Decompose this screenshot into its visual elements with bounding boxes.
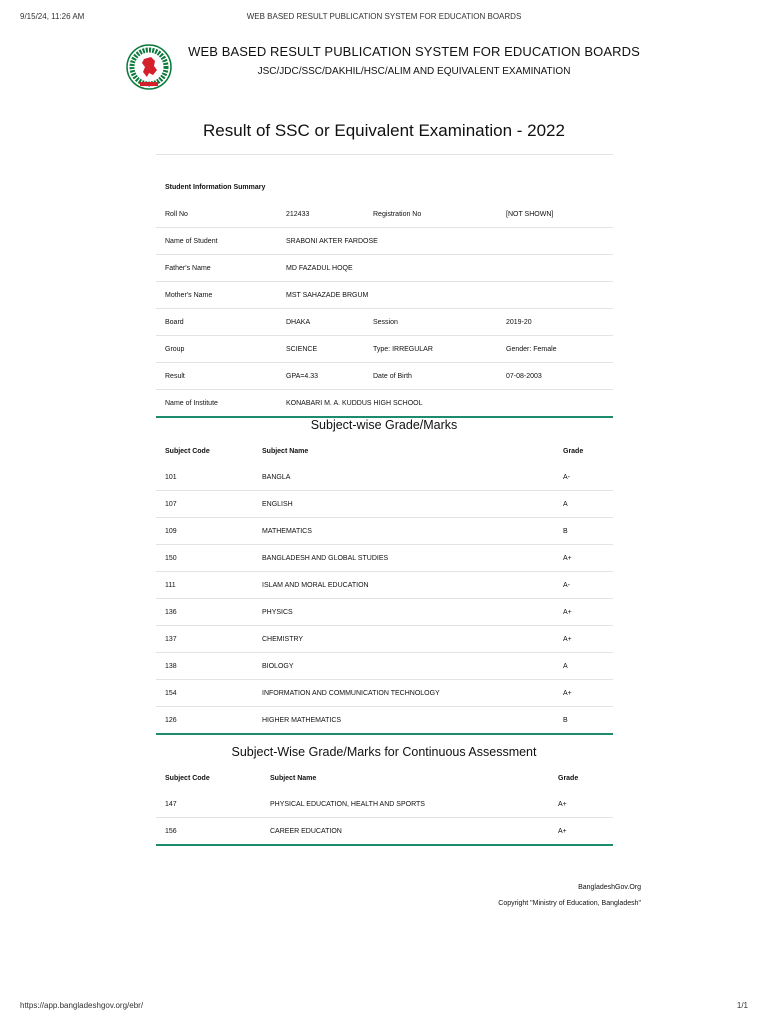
subject-code: 137 <box>165 636 177 643</box>
header-subject-name: Subject Name <box>270 775 317 782</box>
institute-label: Name of Institute <box>165 400 218 407</box>
subject-name: CHEMISTRY <box>262 636 304 643</box>
print-page-title: WEB BASED RESULT PUBLICATION SYSTEM FOR EDUCATION BOARDS <box>246 12 522 21</box>
subject-name: PHYSICAL EDUCATION, HEALTH AND SPORTS <box>270 801 425 808</box>
subject-grades-title: Subject-wise Grade/Marks <box>310 418 458 432</box>
subject-grades-table <box>156 438 613 735</box>
mother-name-label: Mother's Name <box>165 292 213 299</box>
group-value: SCIENCE <box>286 346 318 353</box>
page-title: Result of SSC or Equivalent Examination - 2022 <box>203 121 565 140</box>
title-divider <box>156 154 613 155</box>
continuous-assessment-table <box>156 765 613 846</box>
subject-grade: A+ <box>558 828 567 835</box>
subject-grade: B <box>563 717 568 724</box>
subject-code: 101 <box>165 474 177 481</box>
government-seal-logo <box>126 44 172 90</box>
header-subject-code: Subject Code <box>165 775 210 782</box>
session-label: Session <box>373 319 398 326</box>
header-grade: Grade <box>563 448 584 455</box>
table-row <box>156 653 613 680</box>
student-name-value: SRABONI AKTER FARDOSE <box>286 238 378 245</box>
info-row <box>156 390 613 418</box>
father-name-value: MD FAZADUL HOQE <box>286 265 353 272</box>
roll-value: 212433 <box>286 211 310 218</box>
table-row <box>156 818 613 846</box>
info-row <box>156 228 613 255</box>
subject-grade: A <box>563 663 568 670</box>
subject-name: BANGLA <box>262 474 291 481</box>
info-heading: Student Information Summary <box>165 184 266 191</box>
subject-grade: A+ <box>563 555 572 562</box>
subject-name: ENGLISH <box>262 501 293 508</box>
gender-value: Gender: Female <box>506 346 557 353</box>
result-value: GPA=4.33 <box>286 373 318 380</box>
subject-grade: A+ <box>558 801 567 808</box>
table-row <box>156 545 613 572</box>
group-label: Group <box>165 346 185 353</box>
copyright-text: Copyright "Ministry of Education, Bangladesh" <box>498 900 641 907</box>
board-value: DHAKA <box>286 319 311 326</box>
type-value: Type: IRREGULAR <box>373 346 433 353</box>
table-row <box>156 791 613 818</box>
dob-label: Date of Birth <box>373 373 412 380</box>
subject-code: 111 <box>165 582 176 589</box>
table-row <box>156 491 613 518</box>
subject-grade: A+ <box>563 636 572 643</box>
info-row <box>156 201 613 228</box>
table-row <box>156 626 613 653</box>
subject-name: BIOLOGY <box>262 663 294 670</box>
subject-grade: A- <box>563 582 570 589</box>
header-subject-code: Subject Code <box>165 448 210 455</box>
info-row <box>156 309 613 336</box>
header-grade: Grade <box>558 775 579 782</box>
info-row <box>156 363 613 390</box>
table-row <box>156 572 613 599</box>
subject-grade: A+ <box>563 690 572 697</box>
header-subject-name: Subject Name <box>262 448 309 455</box>
subject-name: PHYSICS <box>262 609 293 616</box>
subject-code: 107 <box>165 501 177 508</box>
result-label: Result <box>165 373 185 380</box>
table-row <box>156 707 613 735</box>
subject-name: CAREER EDUCATION <box>270 828 342 835</box>
subject-grade: A+ <box>563 609 572 616</box>
info-row <box>156 282 613 309</box>
subject-grade: B <box>563 528 568 535</box>
subject-grade: A <box>563 501 568 508</box>
subject-code: 126 <box>165 717 177 724</box>
subject-name: INFORMATION AND COMMUNICATION TECHNOLOGY <box>262 690 440 697</box>
site-credit: BangladeshGov.Org <box>578 884 641 891</box>
table-header-row <box>156 438 613 464</box>
institute-value: KONABARI M. A. KUDDUS HIGH SCHOOL <box>286 400 423 407</box>
table-row <box>156 680 613 707</box>
subject-code: 136 <box>165 609 177 616</box>
registration-value: [NOT SHOWN] <box>506 211 554 218</box>
subject-name: ISLAM AND MORAL EDUCATION <box>262 582 369 589</box>
registration-label: Registration No <box>373 211 422 218</box>
subject-code: 150 <box>165 555 177 562</box>
subject-code: 156 <box>165 828 177 835</box>
board-label: Board <box>165 319 184 326</box>
print-page-number: 1/1 <box>736 1001 748 1010</box>
table-row <box>156 599 613 626</box>
info-row <box>156 336 613 363</box>
print-url: https://app.bangladeshgov.org/ebr/ <box>20 1001 144 1010</box>
subject-code: 109 <box>165 528 177 535</box>
continuous-assessment-title: Subject-Wise Grade/Marks for Continuous Assessment <box>231 745 537 759</box>
roll-label: Roll No <box>165 211 188 218</box>
subject-name: HIGHER MATHEMATICS <box>262 717 342 724</box>
student-info-table <box>156 174 613 418</box>
table-row <box>156 464 613 491</box>
table-header-row <box>156 765 613 791</box>
info-row <box>156 255 613 282</box>
site-subtitle: JSC/JDC/SSC/DAKHIL/HSC/ALIM AND EQUIVALENT EXAMINATION <box>257 66 571 77</box>
table-row <box>156 518 613 545</box>
subject-name: BANGLADESH AND GLOBAL STUDIES <box>262 555 389 562</box>
session-value: 2019-20 <box>506 319 532 326</box>
subject-code: 147 <box>165 801 177 808</box>
student-name-label: Name of Student <box>165 238 218 245</box>
subject-code: 154 <box>165 690 177 697</box>
print-timestamp: 9/15/24, 11:26 AM <box>20 12 85 21</box>
subject-name: MATHEMATICS <box>262 528 312 535</box>
subject-grade: A- <box>563 474 570 481</box>
dob-value: 07-08-2003 <box>506 373 542 380</box>
father-name-label: Father's Name <box>165 265 211 272</box>
subject-code: 138 <box>165 663 177 670</box>
site-title: WEB BASED RESULT PUBLICATION SYSTEM FOR EDUCATION BOARDS <box>188 44 640 59</box>
mother-name-value: MST SAHAZADE BRGUM <box>286 292 369 299</box>
